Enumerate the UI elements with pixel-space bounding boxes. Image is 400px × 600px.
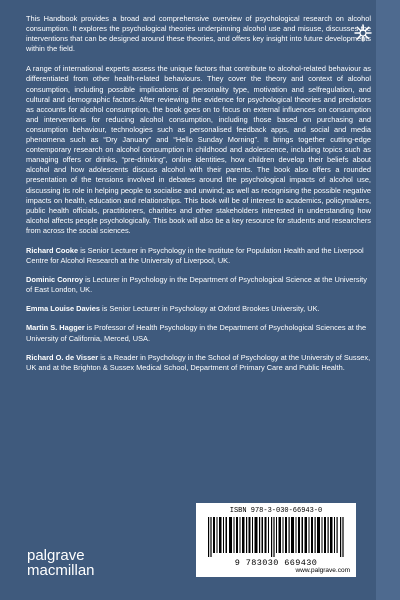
editor-bio-5 xyxy=(26,353,371,373)
editor-bio-text: is Senior Lecturer in Psychology at Oxford Brookes University, UK. xyxy=(99,304,320,314)
editor-bio-4 xyxy=(26,323,371,343)
editor-name: Dominic Conroy xyxy=(26,275,84,285)
editor-bio-text: is Professor of Health Psychology in the Department of Psychological Sciences at the University of California, Merced, USA. xyxy=(26,323,367,343)
editor-name: Richard Cooke xyxy=(26,245,79,255)
editor-bio-text: is Senior Lecturer in Psychology in the Institute for Population Health and the Liverpool Centre for Alcohol Research at the University of Liverpool, UK. xyxy=(26,245,364,266)
description-paragraph-1: This Handbook provides a broad and comprehensive overview of psychological research on alcohol consumption. It explores the psychological theories underpinning alcohol use and misuse, discusses the interventions that can be designed around these theories, and offers key insight into future developments within the field. xyxy=(26,14,371,54)
editor-bio-1 xyxy=(26,246,371,266)
publisher-name-line2: macmillan xyxy=(27,562,95,579)
publisher-logo xyxy=(27,548,95,578)
publisher-name-line1: palgrave xyxy=(27,547,85,564)
editor-bio-3 xyxy=(26,304,371,314)
editor-bio-text: is a Reader in Psychology in the School of Psychology at the University of Sussex, UK and at the Brighton & Sussex Medical School, Department of Primary Care and Public Health. xyxy=(26,352,371,372)
editor-name: Martin S. Hagger xyxy=(26,323,85,333)
isbn-label: ISBN 978-3-030-66943-0 xyxy=(229,507,323,515)
editor-name: Richard O. de Visser xyxy=(26,352,99,362)
spine-edge xyxy=(376,0,400,600)
description-paragraph-2: A range of international experts assess the unique factors that contribute to alcohol-related behaviour as differentiated from other health-related behaviours. They cover the theory and context of alcohol consumption, including possible implications of personality type, motivation and selfregulation, and cultural and demographic factors. After reviewing the evidence for psychological theories and predictors as accounts for alcohol consumption, the book goes on to focus on external influences on consumption and interventions for reducing alcohol consumption, including those based on purchasing and consumption behaviour, technologies such as personalised feedback apps, and social and media phenomena such as “Dry January” and “Hello Sunday Morning”. It brings together cutting-edge contemporary research on alcohol consumption in childhood and adolescence, including topics such as managing offers or drinks, “pre-drinking”, online identities, how children develop their beliefs about alcohol and how adolescents discuss alcohol with their parents. The book also offers a rounded presentation of the tensions involved in debates around the psychological impacts of alcohol use, discussing its role in helping people to socialise and unwind; as well as recognising the possible negative impacts on health, education and relationships. This book will be of interest to academics, policymakers, public health officials, practitioners, charities and other stakeholders interested in understanding how alcohol affects people psychologically. This book will also be a key resource for students and researchers from across the social sciences. xyxy=(26,64,371,235)
barcode-panel xyxy=(196,503,356,577)
editor-name: Emma Louise Davies xyxy=(26,304,100,314)
barcode-digits: 9 783030 669430 xyxy=(234,558,318,568)
editor-bio-2 xyxy=(26,275,371,295)
editor-bio-text: is Lecturer in Psychology in the Department of Psychological Science at the University of East London, UK. xyxy=(26,275,367,295)
back-cover-text xyxy=(26,14,371,382)
barcode-icon xyxy=(208,517,344,557)
publisher-url: www.palgrave.com xyxy=(295,567,350,574)
